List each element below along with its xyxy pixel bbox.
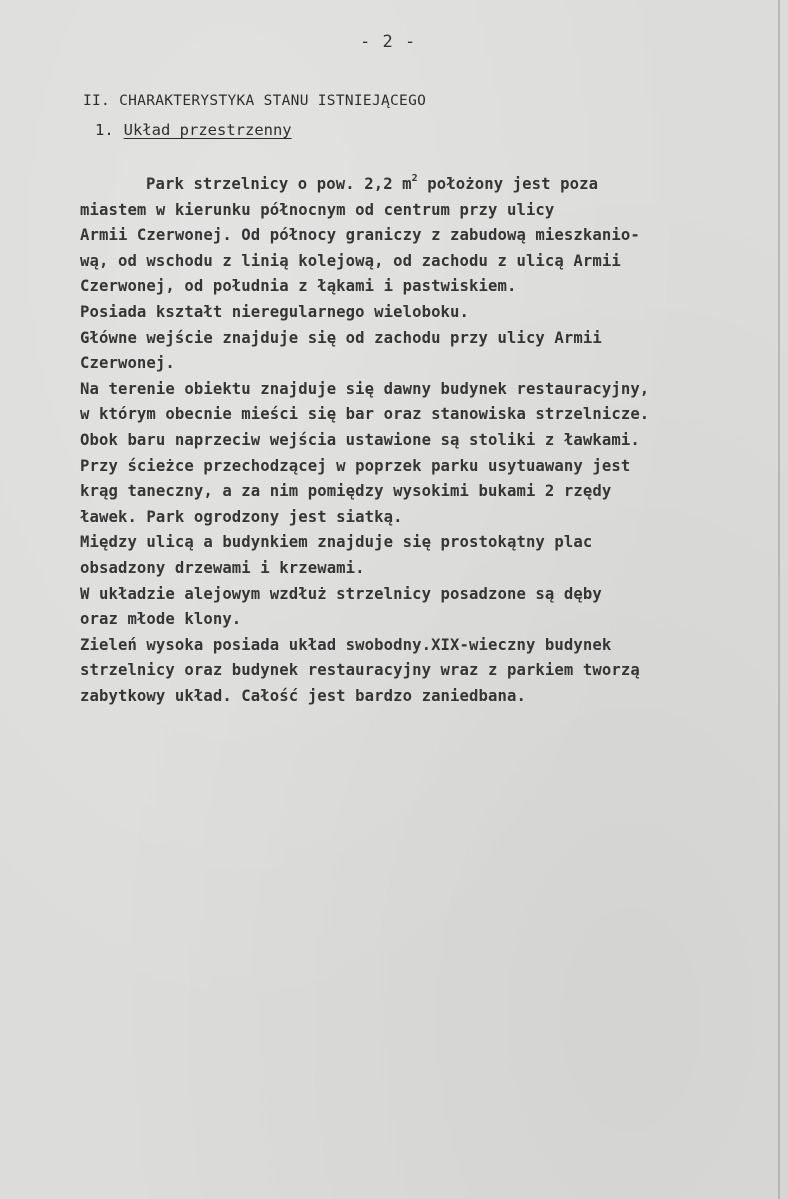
text-line: Armii Czerwonej. Od północy graniczy z zabudową mieszkanio- xyxy=(80,226,640,245)
text-line: oraz młode klony. xyxy=(80,610,242,629)
text-line: W układzie alejowym wzdłuż strzelnicy posadzone są dęby xyxy=(80,584,602,603)
text-line: Zieleń wysoka posiada układ swobodny.XIX-wieczny budynek xyxy=(80,635,612,654)
subsection-number: 1. xyxy=(95,121,114,139)
text-line: Czerwonej. xyxy=(80,354,175,373)
text-line: Główne wejście znajduje się od zachodu przy ulicy Armii xyxy=(80,328,602,347)
text-line: krąg taneczny, a za nim pomiędzy wysokimi bukami 2 rzędy xyxy=(80,482,612,501)
text-line: obsadzony drzewami i krzewami. xyxy=(80,558,365,577)
text-line: Posiada kształt nieregularnego wieloboku. xyxy=(80,302,470,321)
subsection-title: Układ przestrzenny xyxy=(123,121,292,139)
text-line: ławek. Park ogrodzony jest siatką. xyxy=(80,507,403,526)
text-line-1-part-a: Park strzelnicy o pow. 2,2 m xyxy=(146,175,412,193)
text-line: Na terenie obiektu znajduje się dawny budynek restauracyjny, xyxy=(80,379,650,398)
text-line: Między ulicą a budynkiem znajduje się prostokątny plac xyxy=(80,533,593,552)
text-line: Przy ścieżce przechodzącej w poprzek parku usytuawany jest xyxy=(80,456,631,475)
text-line: w którym obecnie mieści się bar oraz stanowiska strzelnicze. xyxy=(80,405,650,424)
text-line-1-part-b: położony jest poza xyxy=(417,175,599,193)
superscript-2: 2 xyxy=(411,173,418,184)
section-title: II. CHARAKTERYSTYKA STANU ISTNIEJĄCEGO xyxy=(83,93,427,109)
text-line: Obok baru naprzeciw wejścia ustawione są stoliki z ławkami. xyxy=(80,430,640,449)
subsection-heading xyxy=(95,121,292,139)
page-number: - 2 - xyxy=(360,32,417,52)
text-line: wą, od wschodu z linią kolejową, od zachodu z ulicą Armii xyxy=(80,251,621,270)
text-line: zabytkowy układ. Całość jest bardzo zaniedbana. xyxy=(80,686,526,705)
text-line: Czerwonej, od południa z łąkami i pastwiskiem. xyxy=(80,277,517,296)
text-line: strzelnicy oraz budynek restauracyjny wraz z parkiem tworzą xyxy=(80,661,640,680)
text-line: miastem w kierunku północnym od centrum przy ulicy xyxy=(80,200,555,219)
page-edge-line xyxy=(778,0,780,1199)
body-paragraph xyxy=(80,172,770,709)
text-line-1 xyxy=(80,172,770,198)
